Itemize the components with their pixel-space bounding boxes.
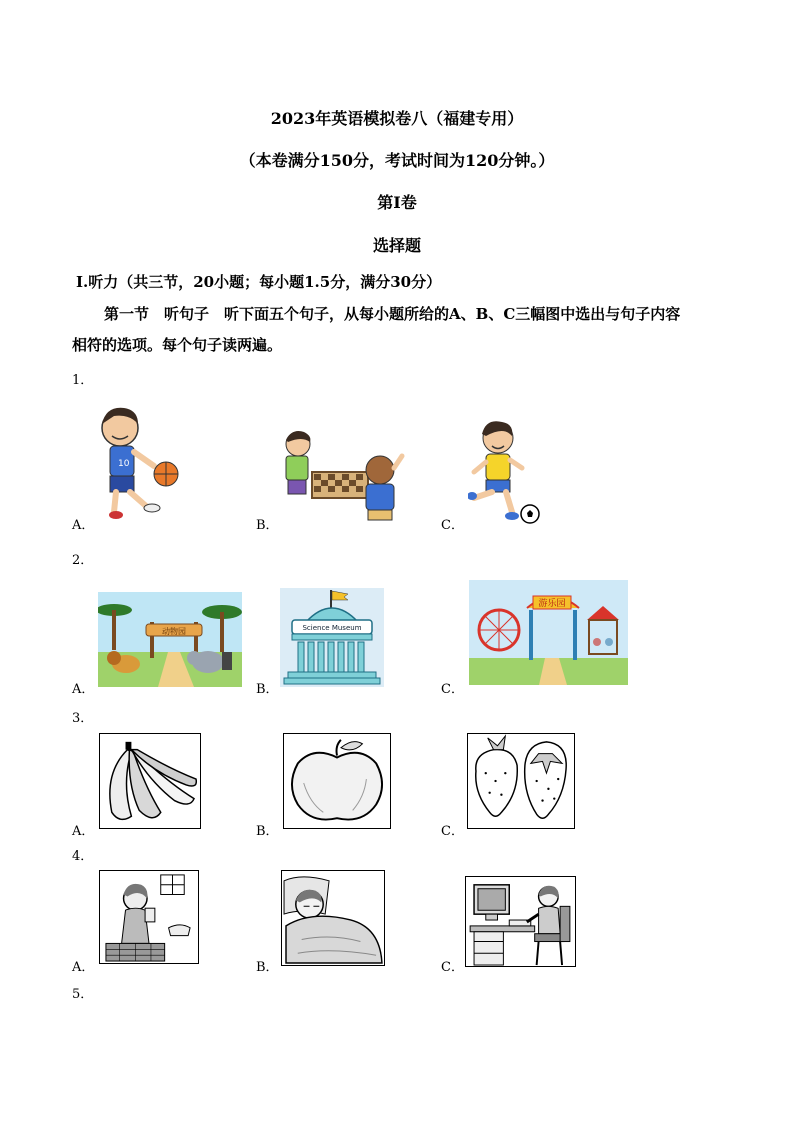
boy-soccer-image	[468, 418, 542, 524]
section-heading: Ⅰ.听力（共三节，20小题；每小题1.5分，满分30分）	[76, 273, 442, 291]
question-number: 4．	[72, 849, 94, 864]
option-label: C．	[441, 518, 464, 533]
page-subtitle: （本卷满分150分，考试时间为120分钟。）	[239, 151, 555, 170]
option-label: A．	[72, 518, 95, 533]
girl-brushing-teeth-image	[99, 870, 199, 964]
question-number: 5．	[72, 987, 94, 1002]
option-label: B．	[256, 960, 279, 975]
option-label: A．	[72, 682, 95, 697]
amusement-park-image	[469, 580, 628, 685]
part-label: 选择题	[372, 236, 421, 255]
apple-image	[283, 733, 391, 829]
science-museum-image	[280, 588, 384, 687]
instruction-line-2: 相符的选项。每个句子读两遍。	[72, 336, 283, 354]
question-number: 3．	[72, 711, 94, 726]
option-label: C．	[441, 824, 464, 839]
boy-sleeping-image	[281, 870, 385, 966]
zoo-sign-text: 动物园	[162, 627, 186, 636]
question-number: 1．	[72, 373, 94, 388]
option-label: B．	[256, 824, 279, 839]
boys-chess-image	[282, 428, 406, 524]
boy-computer-image	[465, 876, 576, 967]
option-label: B．	[256, 518, 279, 533]
svg-text:10: 10	[118, 459, 130, 469]
option-label: A．	[72, 960, 95, 975]
museum-sign-text: Science Museum	[302, 624, 362, 632]
option-label: C．	[441, 682, 464, 697]
question-number: 2．	[72, 553, 94, 568]
strawberries-image	[467, 733, 575, 829]
page-title: 2023年英语模拟卷八（福建专用）	[270, 109, 524, 128]
bananas-image	[99, 733, 201, 829]
option-label: C．	[441, 960, 464, 975]
option-label: B．	[256, 682, 279, 697]
option-label: A．	[72, 824, 95, 839]
instruction-line-1: 第一节 听句子 听下面五个句子，从每小题所给的A、B、C三幅图中选出与句子内容	[104, 305, 681, 323]
boy-basketball-image	[96, 402, 186, 522]
zoo-image	[98, 592, 242, 687]
volume-label: 第Ⅰ卷	[377, 193, 417, 212]
park-sign-text: 游乐园	[538, 599, 566, 609]
